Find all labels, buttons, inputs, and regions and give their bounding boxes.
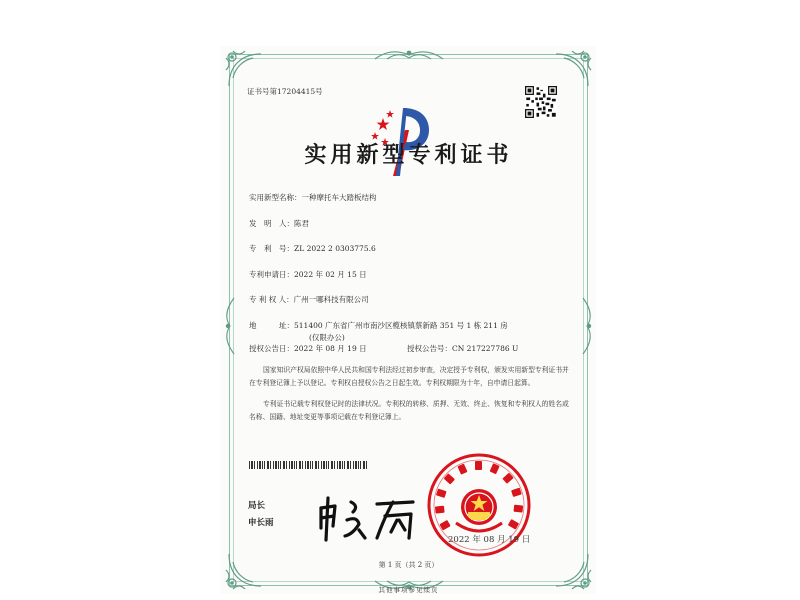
legal-status-paragraph: 专利证书记载专利权登记时的法律状况。专利权的转移、质押、无效、终止、恢复和专利权人的姓名或名称、国籍、地址变更等事项记载在专利登记簿上。 bbox=[249, 400, 569, 421]
field-value: CN 217227786 U bbox=[452, 344, 519, 353]
field-label: 实用新型名称： bbox=[249, 193, 302, 202]
right-ornament-icon bbox=[581, 296, 595, 356]
seal-date: 2022 年 08 月 19 日 bbox=[448, 535, 531, 545]
patent-certificate bbox=[221, 46, 596, 594]
left-ornament-icon bbox=[222, 296, 236, 356]
field-label: 授权公告号： bbox=[407, 344, 452, 353]
barcode-icon bbox=[249, 461, 367, 469]
director-title: 局长 bbox=[248, 501, 266, 511]
field-label: 专 利 号： bbox=[249, 244, 294, 253]
footer-note: 其他事项参见续页 bbox=[378, 586, 439, 594]
certificate-number: 证书号第17204415号 bbox=[247, 87, 323, 96]
field-label: 地 址： bbox=[249, 321, 294, 330]
certificate-title: 实用新型专利证书 bbox=[304, 142, 513, 168]
field-value: ZL 2022 2 0303775.6 bbox=[294, 244, 376, 253]
grant-statement-paragraph: 国家知识产权局依照中华人民共和国专利法经过初步审查，决定授予专利权，颁发实用新型专利证书并在专利登记簿上予以登记。专利权自授权公告之日起生效。专利权期限为十年，自申请日起算。 bbox=[249, 366, 569, 387]
field-value: 陈君 bbox=[294, 219, 309, 228]
field-value: 2022 年 08 月 19 日 bbox=[294, 344, 367, 353]
field-label: 专 利 权 人： bbox=[249, 295, 294, 304]
field-value: 广州一哪科技有限公司 bbox=[293, 295, 369, 304]
top-ornament-icon bbox=[373, 47, 445, 61]
field-label: 发 明 人： bbox=[249, 219, 294, 228]
field-address bbox=[249, 320, 508, 331]
director-signature-icon bbox=[313, 494, 425, 542]
field-inventor bbox=[249, 218, 309, 229]
field-patentee bbox=[249, 294, 369, 305]
qr-code-icon bbox=[525, 86, 557, 118]
field-grant-date bbox=[249, 343, 367, 354]
field-grant-number bbox=[407, 343, 518, 354]
field-label: 授权公告日： bbox=[249, 344, 294, 353]
field-utility-model-name bbox=[249, 192, 377, 203]
field-value: 2022 年 02 月 15 日 bbox=[294, 270, 367, 279]
field-label: 专利申请日： bbox=[249, 270, 294, 279]
page-number: 第 1 页（共 2 页） bbox=[378, 561, 439, 569]
address-line-2: (仅限办公) bbox=[309, 333, 345, 342]
field-application-date bbox=[249, 269, 367, 280]
address-line-1: 511400 广东省广州市南沙区榄核镇蔡新路 351 号 1 栋 211 房 bbox=[294, 321, 508, 330]
field-patent-number bbox=[249, 243, 376, 254]
director-name: 申长雨 bbox=[248, 518, 274, 528]
field-value: 一种摩托车大踏板结构 bbox=[301, 193, 377, 202]
